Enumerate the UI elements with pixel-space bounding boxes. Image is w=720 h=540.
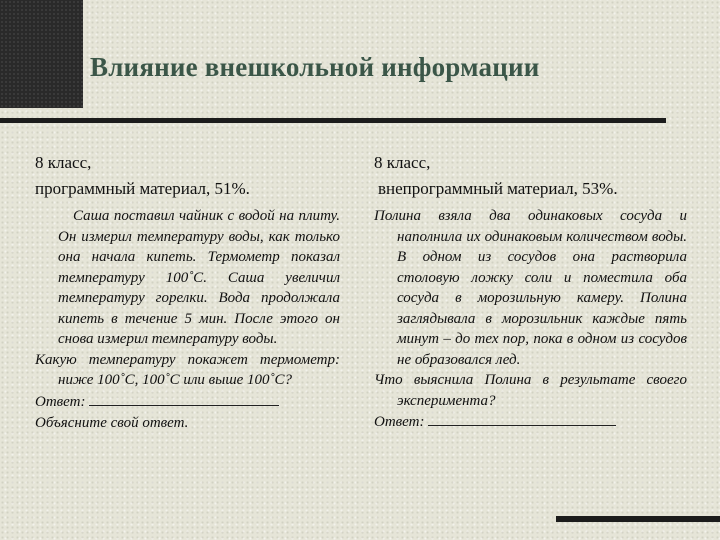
left-question: Какую температуру покажет термометр: ниже 100˚С, 100˚С или выше 100˚С?	[35, 351, 340, 388]
left-answer-blank	[89, 391, 279, 406]
left-answer-line	[35, 391, 340, 413]
right-answer-line	[374, 411, 687, 433]
right-question: Что выяснила Полина в результате своего эксперимента?	[374, 372, 687, 409]
right-problem-text: Полина взяла два одинаковых сосуда и наполнила их одинаковым количеством воды. В одном из сосудов она растворила столовую ложку соли и поместила оба сосуда в морозильную камеру. Полина заглядывала в морозильник каждые пять минут – до тех пор, пока в одном из сосудов не образовался лед.	[374, 208, 687, 368]
right-answer-blank	[428, 411, 616, 426]
left-column	[35, 150, 340, 434]
left-grade: 8 класс,	[35, 153, 92, 172]
left-material-heading: программный материал, 51%.	[35, 179, 250, 198]
right-column	[374, 150, 687, 433]
title-divider	[0, 118, 666, 123]
right-grade: 8 класс,	[374, 153, 431, 172]
right-material-heading: внепрограммный материал, 53%.	[378, 179, 618, 198]
left-answer-label: Ответ:	[35, 393, 86, 410]
left-explain-prompt: Объясните свой ответ.	[35, 414, 189, 431]
decorative-side-bar	[0, 0, 83, 108]
left-problem-text: Саша поставил чайник с водой на плиту. Он измерил температуру воды, как только она начала кипеть. Термометр показал температуру 100˚С. Саша увеличил температуру горелки. Вода продолжала кипеть в течение 5 мин. После этого он снова измерил температуру воды.	[58, 208, 340, 347]
right-answer-label: Ответ:	[374, 414, 425, 430]
bottom-divider	[556, 516, 720, 522]
slide-title: Влияние внешкольной информации	[90, 52, 540, 82]
